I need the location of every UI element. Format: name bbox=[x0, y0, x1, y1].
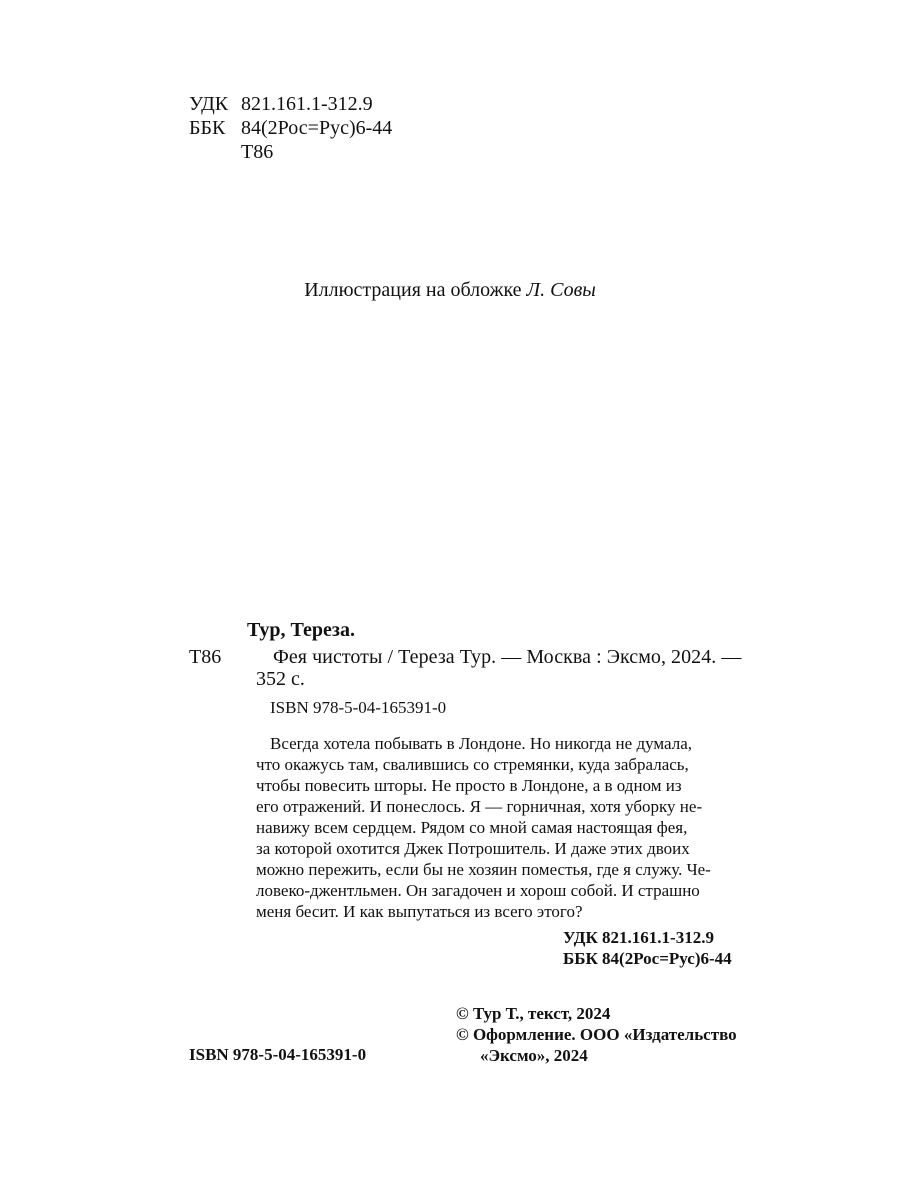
footer-udk: УДК 821.161.1-312.9 bbox=[563, 928, 714, 947]
bbk-row bbox=[189, 116, 392, 140]
illustration-artist: Л. Совы bbox=[526, 279, 596, 301]
annotation-line: ловеко-джентльмен. Он загадочен и хорош собой. И страшно bbox=[256, 881, 700, 900]
illustration-credit bbox=[0, 279, 900, 302]
udk-label: УДК bbox=[189, 93, 229, 115]
catalog-pages: 352 с. bbox=[256, 668, 305, 690]
annotation-line: чтобы повесить шторы. Не просто в Лондоне, а в одном из bbox=[256, 776, 682, 795]
catalog-title-line: Фея чистоты / Тереза Тур. — Москва : Эксмо, 2024. — bbox=[273, 646, 742, 668]
annotation-line: навижу всем сердцем. Рядом со мной самая настоящая фея, bbox=[256, 818, 688, 837]
classification-codes bbox=[189, 92, 392, 164]
annotation-line: что окажусь там, свалившись со стремянки, куда забралась, bbox=[256, 755, 689, 774]
catalog-isbn: ISBN 978-5-04-165391-0 bbox=[270, 698, 447, 717]
annotation bbox=[256, 733, 711, 922]
udk-row bbox=[189, 92, 392, 116]
illustration-prefix: Иллюстрация на обложке bbox=[304, 279, 522, 301]
annotation-line: можно пережить, если бы не хозяин поместья, где я служу. Че- bbox=[256, 860, 711, 879]
author-mark: Т86 bbox=[241, 141, 274, 163]
catalog-author-mark: Т86 bbox=[189, 646, 222, 668]
footer-codes bbox=[563, 927, 732, 969]
annotation-line: за которой охотится Джек Потрошитель. И даже этих двоих bbox=[256, 839, 690, 858]
catalog-author: Тур, Тереза. bbox=[247, 619, 355, 641]
copyright-design: © Оформление. ООО «Издательство bbox=[456, 1025, 737, 1044]
copyright-block bbox=[456, 1003, 737, 1066]
bbk-value: 84(2Рос=Рус)6-44 bbox=[241, 117, 393, 139]
annotation-line: Всегда хотела побывать в Лондоне. Но никогда не думала, bbox=[270, 734, 692, 753]
footer-bbk: ББК 84(2Рос=Рус)6-44 bbox=[563, 949, 732, 968]
copyright-design-cont: «Эксмо», 2024 bbox=[480, 1046, 588, 1065]
annotation-line: меня бесит. И как выпутаться из всего этого? bbox=[256, 902, 583, 921]
copyright-text: © Тур Т., текст, 2024 bbox=[456, 1004, 611, 1023]
isbn-bottom: ISBN 978-5-04-165391-0 bbox=[189, 1045, 367, 1064]
udk-value: 821.161.1-312.9 bbox=[241, 93, 373, 115]
bbk-label: ББК bbox=[189, 117, 226, 139]
annotation-line: его отражений. И понеслось. Я — горничная, хотя уборку не- bbox=[256, 797, 703, 816]
